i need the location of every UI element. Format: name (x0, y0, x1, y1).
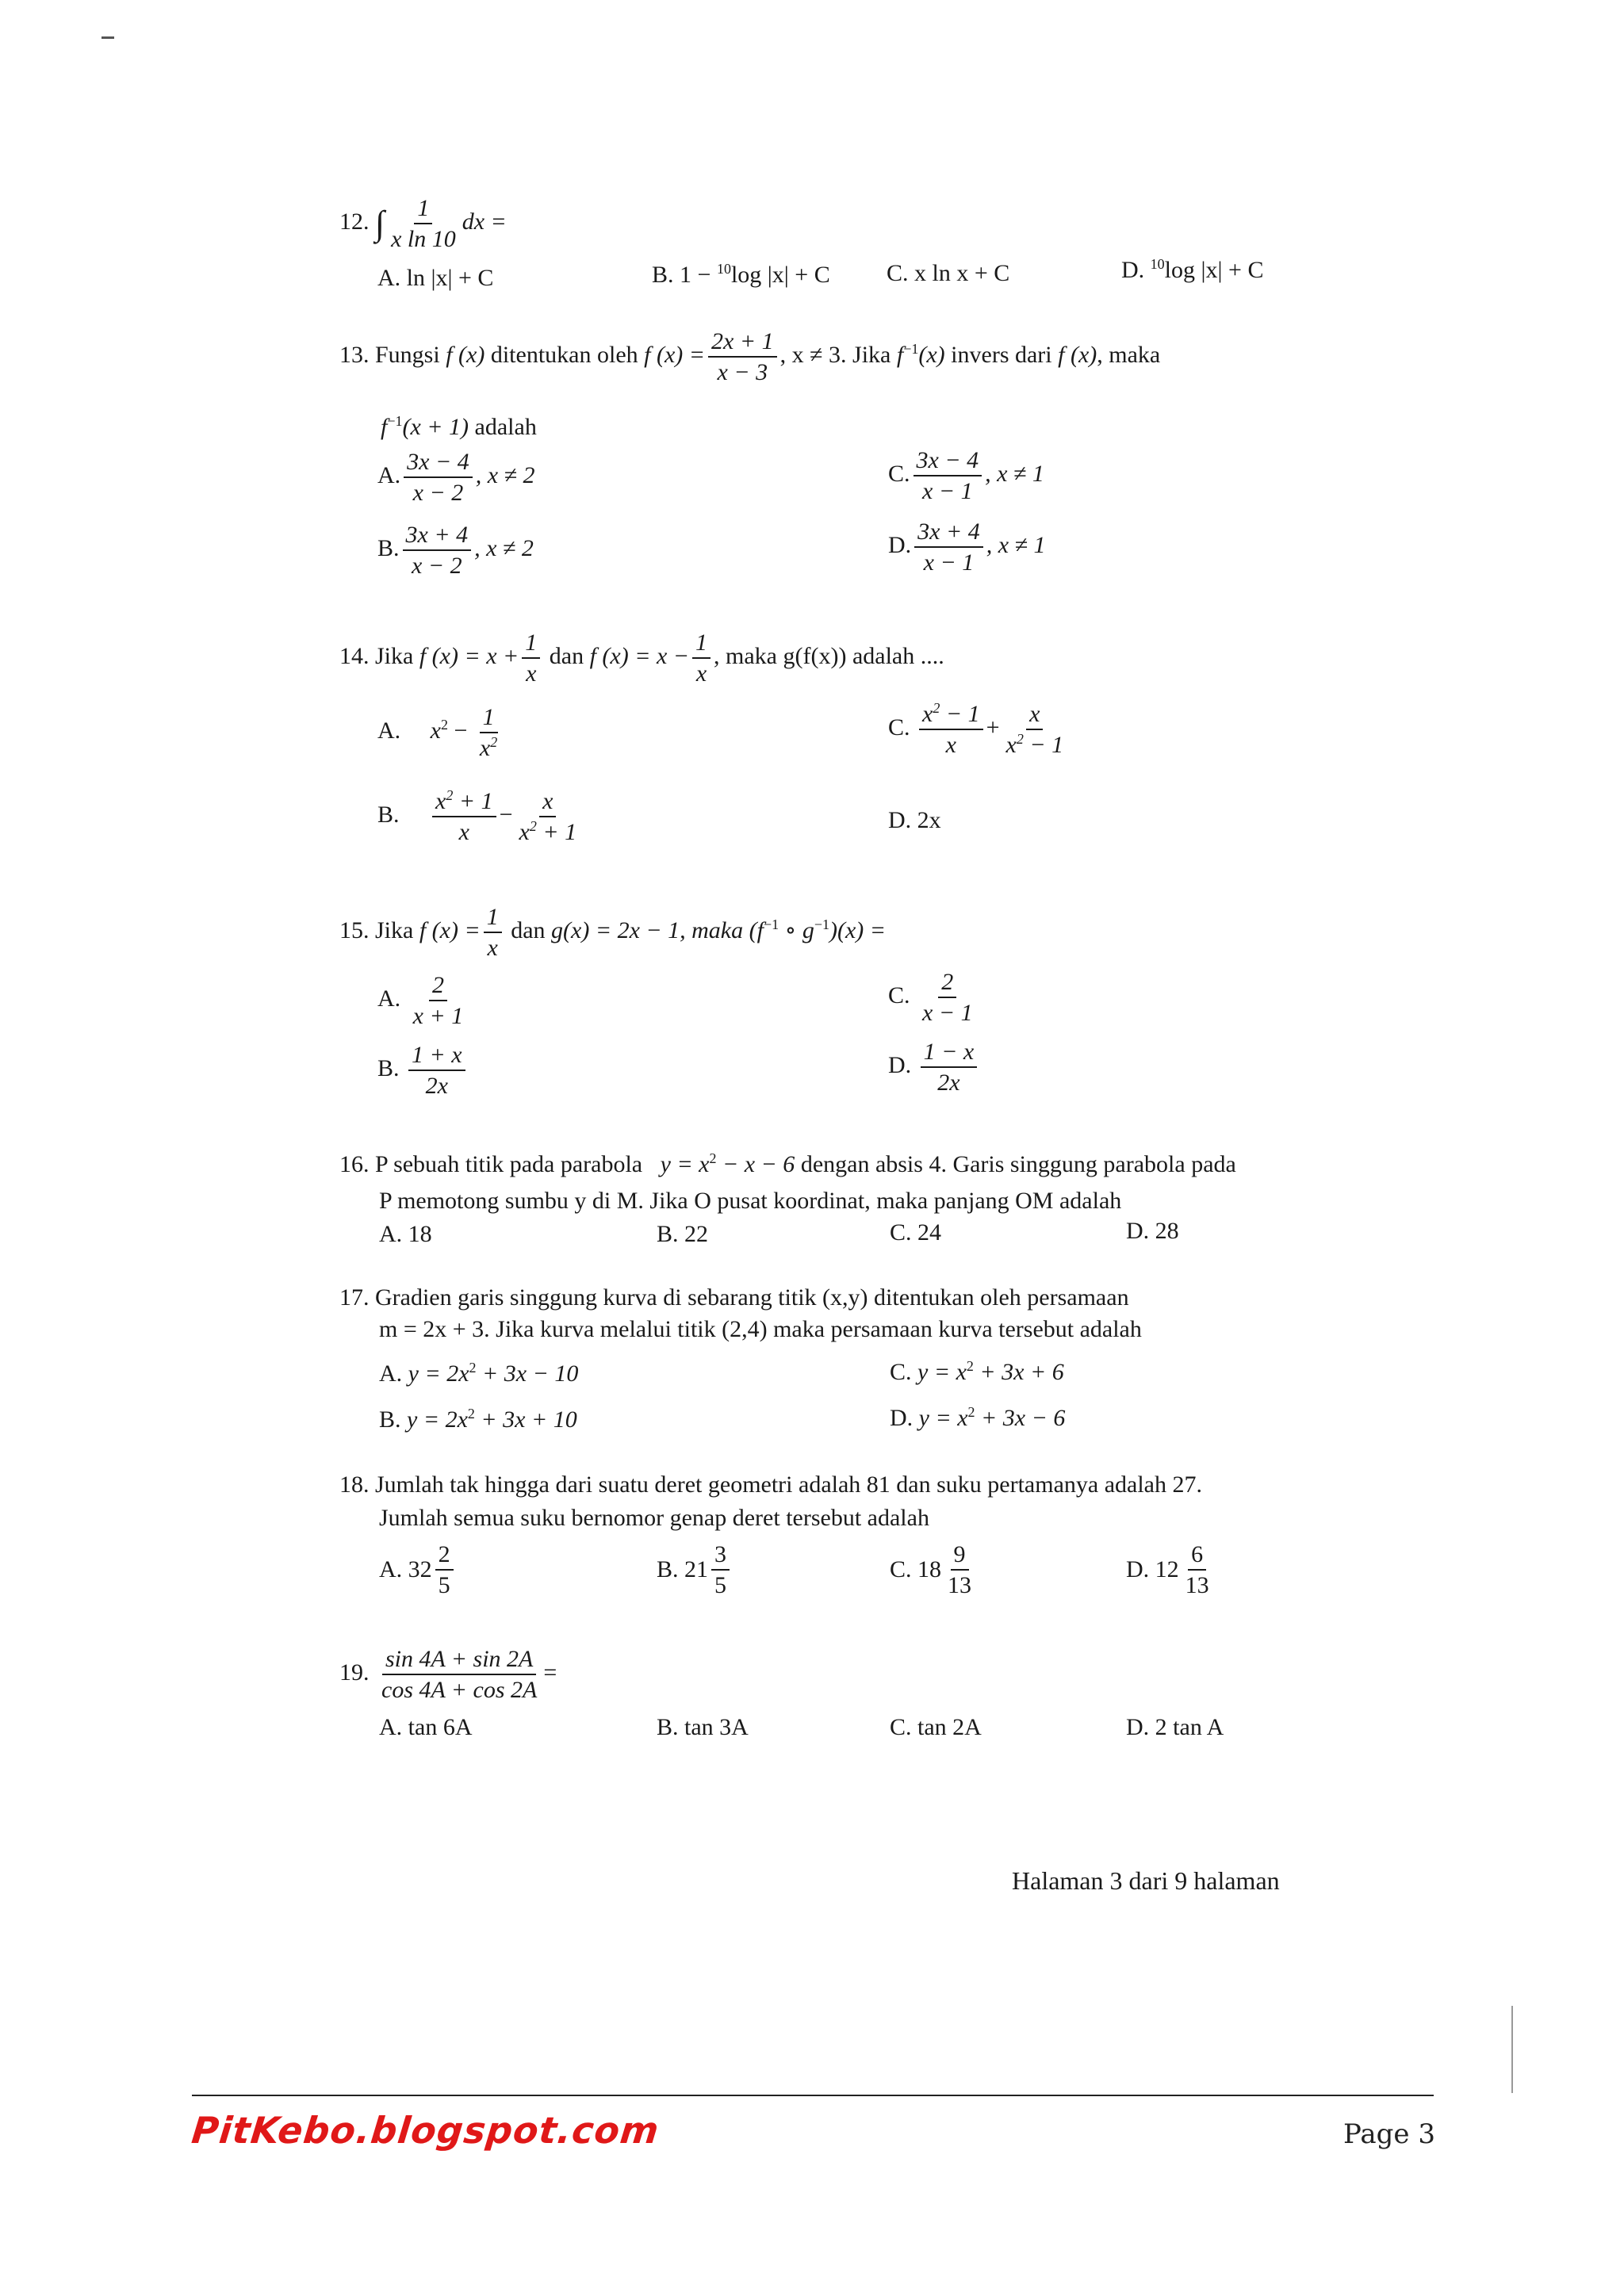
question-17-line2: m = 2x + 3. Jika kurva melalui titik (2,4) maka persamaan kurva tersebut adalah (379, 1316, 1142, 1342)
q19-fraction: $\frac{\sin 4A + \sin 2A}{\cos 4A + \cos 2A}$ (381, 1646, 538, 1703)
q15-a-fraction: $\frac{2}{x + 1}$ (412, 972, 464, 1029)
question-16-line2: P memotong sumbu y di M. Jika O pusat koordinat, maka panjang OM adalah (379, 1188, 1122, 1214)
q19-option-b: B. tan 3A (657, 1714, 749, 1740)
question-16-line1: 16. P sebuah titik pada parabola $y = x^2 - x - 6$ dengan absis 4. Garis singgung parabola pada (339, 1150, 1236, 1177)
q15-b-fraction: $\frac{1 + x}{2x}$ (408, 1042, 465, 1099)
scan-mark-top (102, 36, 114, 39)
site-logo: PitKebo.blogspot.com (190, 2109, 662, 2152)
q13-option-b: B. $\frac{3x + 4}{x - 2}$ , x ≠ 2 (377, 522, 534, 579)
integral-tail: dx = (462, 208, 507, 235)
q18-option-b: B. 21 $\frac{3}{5}$ (657, 1541, 733, 1598)
page-counter-text: Halaman 3 dari 9 halaman (1012, 1866, 1280, 1895)
q17-option-c: C. $y = x^2 + 3x + 6$ (890, 1358, 1064, 1385)
page-number: Page 3 (1343, 2118, 1435, 2150)
q13-option-c: C. $\frac{3x - 4}{x - 1}$ , x ≠ 1 (888, 447, 1044, 504)
q14-frac-1: $\frac{1}{x}$ (522, 629, 540, 687)
q16-option-b: B. 22 (657, 1221, 709, 1247)
q18-option-a: A. 32 $\frac{2}{5}$ (379, 1541, 457, 1598)
question-13-line2: $f^{-1}(x + 1)$ adalah (381, 413, 537, 440)
q13-b-fraction: $\frac{3x + 4}{x - 2}$ (403, 522, 472, 579)
q14-b-fraction-2: $\frac{x}{x^2 + 1}$ (519, 788, 577, 845)
q16-option-a: A. 18 (379, 1221, 432, 1247)
question-18-line1: 18. Jumlah tak hingga dari suatu deret geometri adalah 81 dan suku pertamanya adalah 27. (339, 1471, 1202, 1498)
q18-c-fraction: $\frac{9}{13}$ (948, 1541, 972, 1598)
q15-option-a: A. $\frac{2}{x + 1}$ (377, 972, 469, 1029)
q12-option-a: A. ln |x| + C (377, 265, 494, 291)
q13-function-fraction: $\frac{2x + 1}{x - 3}$ (708, 328, 777, 385)
q18-option-d: D. 12 $\frac{6}{13}$ (1126, 1541, 1216, 1598)
q19-option-c: C. tan 2A (890, 1714, 982, 1740)
question-15: 15. Jika f (x) = $\frac{1}{x}$ dan g(x) = 2x − 1, maka ($f^{-1}$ ∘ $g^{-1})(x)$ = (339, 904, 887, 961)
q18-option-c: C. 18 $\frac{9}{13}$ (890, 1541, 978, 1598)
integrand-fraction: $\frac{1}{\text{x ln 10}}$ (391, 195, 456, 252)
scan-mark-right (1511, 2006, 1513, 2093)
q13-option-a: A. $\frac{3x - 4}{x - 2}$ , x ≠ 2 (377, 449, 535, 506)
q12-option-c: C. x ln x + C (887, 260, 1010, 286)
q18-d-fraction: $\frac{6}{13}$ (1185, 1541, 1209, 1598)
q15-d-fraction: $\frac{1 - x}{2x}$ (921, 1039, 978, 1096)
q16-option-c: C. 24 (890, 1219, 942, 1246)
q14-option-b: B. $\frac{x^2 + 1}{x}$ − $\frac{x}{x^2 + 1}$ (377, 788, 583, 845)
q14-option-a: A. $x^2$ − $\frac{1}{x^2}$ (377, 704, 504, 761)
q15-option-d: D. $\frac{1 - x}{2x}$ (888, 1039, 980, 1096)
q13-d-fraction: $\frac{3x + 4}{x - 1}$ (914, 519, 983, 576)
question-19: 19. $\frac{\sin 4A + \sin 2A}{\cos 4A + \cos 2A}$ = (339, 1646, 557, 1703)
q14-option-c: C. $\frac{x^2 - 1}{x}$ + $\frac{x}{x^2 - 1}$ (888, 701, 1070, 758)
q12-option-b: B. 1 − $^{10}$log |x| + C (652, 261, 830, 288)
q15-c-fraction: $\frac{2}{x - 1}$ (922, 969, 973, 1026)
q18-a-fraction: $\frac{2}{5}$ (435, 1541, 454, 1598)
q14-b-fraction-1: $\frac{x^2 + 1}{x}$ (432, 788, 496, 845)
q15-frac: $\frac{1}{x}$ (484, 904, 502, 961)
q13-a-fraction: $\frac{3x - 4}{x - 2}$ (404, 449, 473, 506)
q12-option-d: D. $^{10}$log |x| + C (1121, 256, 1264, 283)
q15-option-b: B. $\frac{1 + x}{2x}$ (377, 1042, 469, 1099)
integral-sign-icon: ∫ (375, 204, 385, 243)
q19-option-a: A. tan 6A (379, 1714, 473, 1740)
question-18-line2: Jumlah semua suku bernomor genap deret tersebut adalah (379, 1505, 929, 1531)
q17-option-d: D. $y = x^2 + 3x - 6$ (890, 1404, 1066, 1431)
q14-c-fraction-2: $\frac{x}{x^2 - 1}$ (1005, 701, 1064, 758)
question-14: 14. Jika f (x) = x + $\frac{1}{x}$ dan f (x) = x − $\frac{1}{x}$ , maka g(f(x)) adalah .... (339, 629, 944, 687)
q18-b-fraction: $\frac{3}{5}$ (711, 1541, 730, 1598)
q13-c-fraction: $\frac{3x - 4}{x - 1}$ (914, 447, 982, 504)
q13-option-d: D. $\frac{3x + 4}{x - 1}$ , x ≠ 1 (888, 519, 1046, 576)
q16-option-d: D. 28 (1126, 1218, 1179, 1244)
question-13-line1: 13. Fungsi f (x) ditentukan oleh f (x) = $\frac{2x + 1}{x - 3}$ , x ≠ 3. Jika $f^{-1}(x)$ invers dari f (x), maka (339, 328, 1161, 385)
footer-divider (192, 2095, 1434, 2096)
q14-option-d: D. 2x (888, 807, 941, 833)
q15-option-c: C. $\frac{2}{x - 1}$ (888, 969, 979, 1026)
question-17-line1: 17. Gradien garis singgung kurva di sebarang titik (x,y) ditentukan oleh persamaan (339, 1284, 1129, 1311)
q14-a-fraction: $\frac{1}{x^2}$ (479, 704, 498, 761)
question-number: 12. (339, 208, 370, 235)
question-12 (339, 195, 507, 252)
q19-option-d: D. 2 tan A (1126, 1714, 1224, 1740)
q17-option-a: A. $y = 2x^2 + 3x - 10$ (379, 1360, 579, 1387)
q14-c-fraction-1: $\frac{x^2 - 1}{x}$ (919, 701, 983, 758)
q17-option-b: B. $y = 2x^2 + 3x + 10$ (379, 1406, 577, 1433)
q14-frac-2: $\frac{1}{x}$ (692, 629, 710, 687)
